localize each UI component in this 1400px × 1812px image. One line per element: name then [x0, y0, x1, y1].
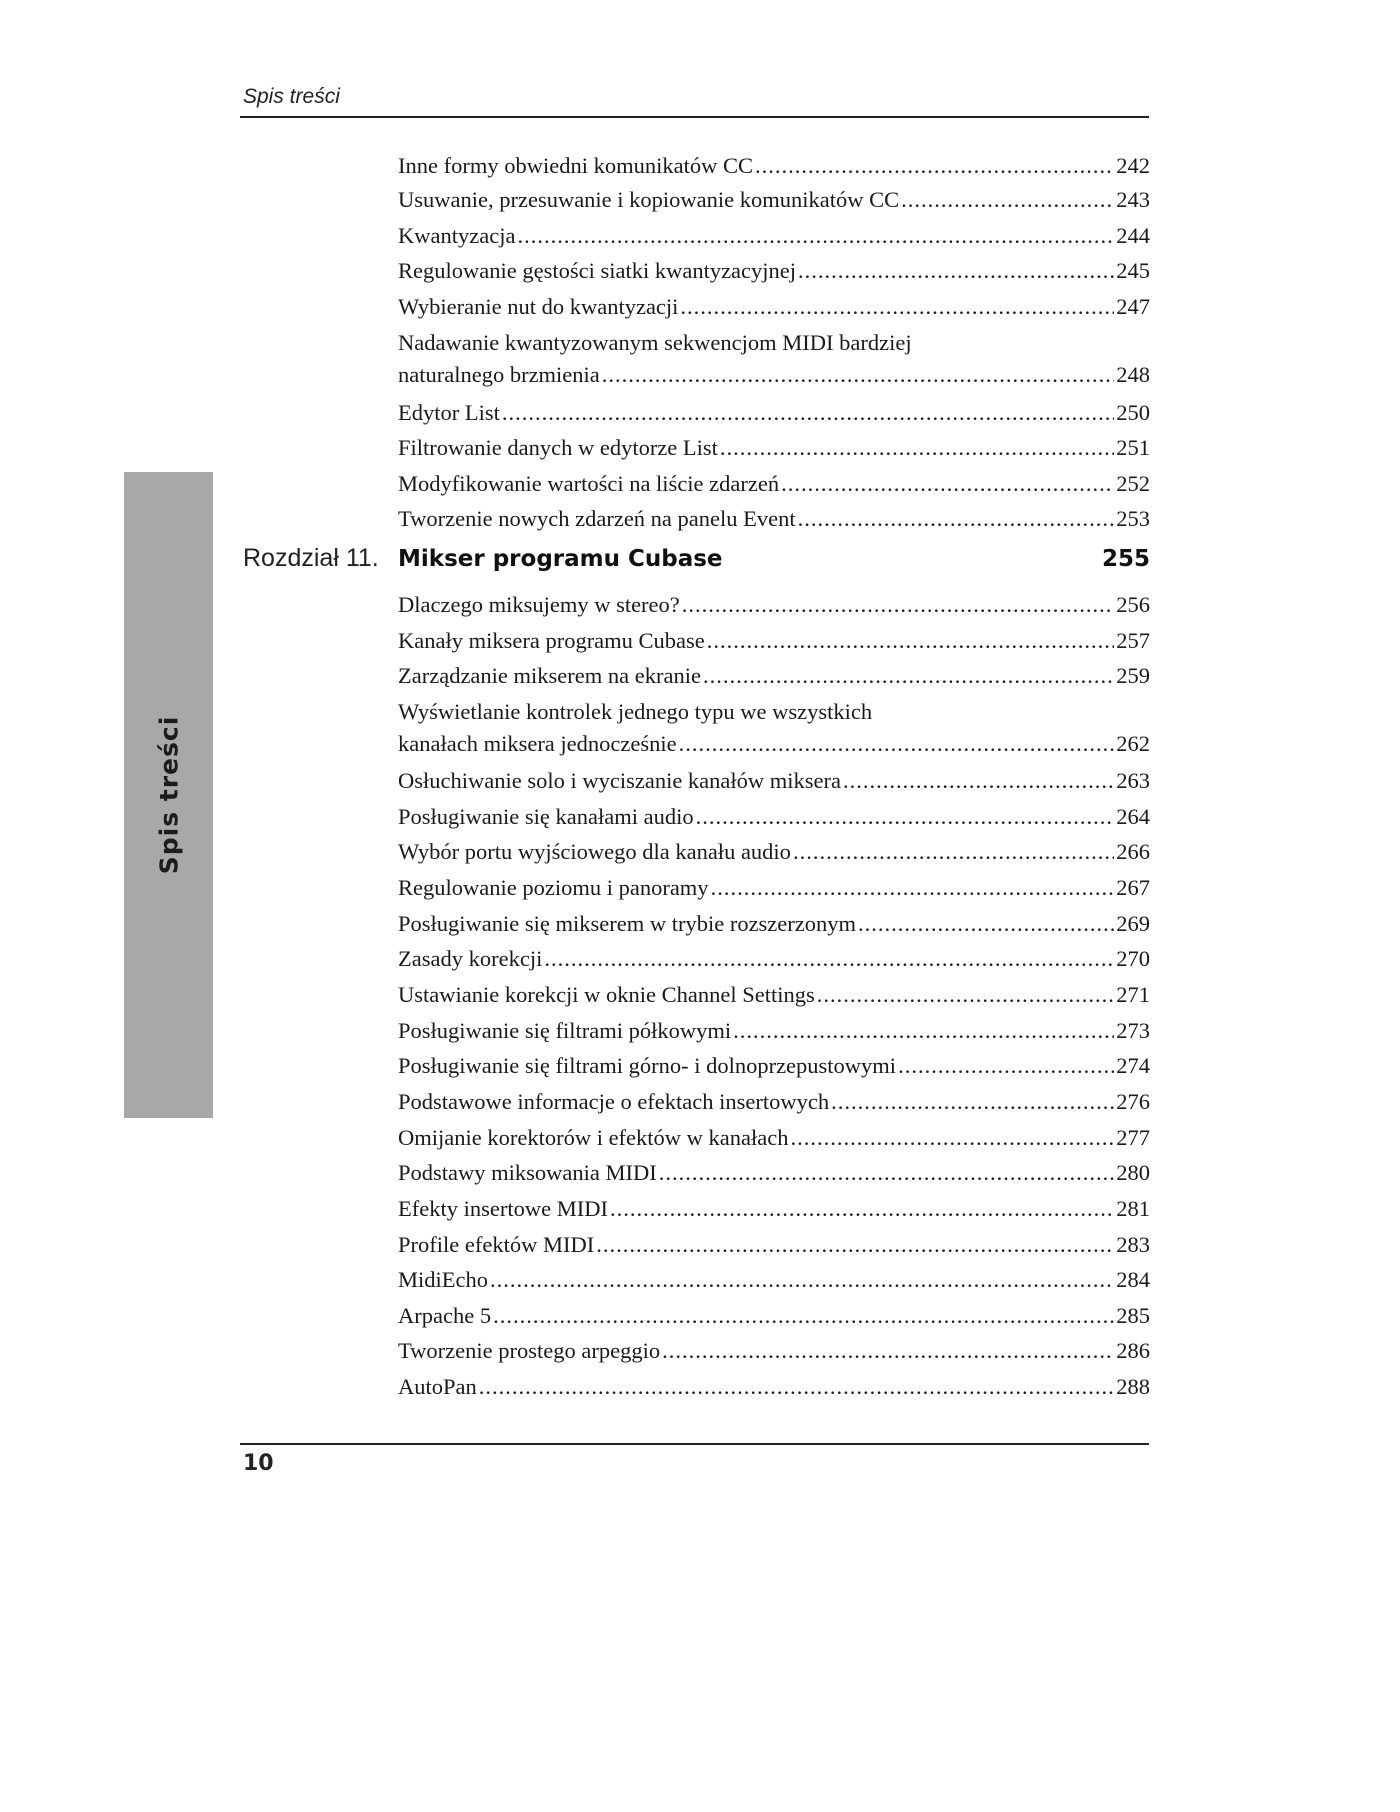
toc-entry-title: MidiEcho — [398, 1267, 488, 1292]
toc-entry[interactable] — [398, 1334, 1150, 1368]
toc-entry-page: 262 — [1116, 731, 1150, 756]
toc-entry-title: Wybieranie nut do kwantyzacji — [398, 294, 679, 319]
dot-leader — [843, 764, 1114, 798]
toc-entry-title: Omijanie korektorów i efektów w kanałach — [398, 1125, 789, 1150]
toc-entry-page: 257 — [1116, 628, 1150, 653]
toc-entry-page: 284 — [1116, 1267, 1150, 1292]
dot-leader — [798, 254, 1114, 288]
toc-entry-page: 266 — [1116, 839, 1150, 864]
toc-entry[interactable] — [398, 1121, 1150, 1155]
toc-entry-page: 248 — [1116, 362, 1150, 387]
chapter-page: 255 — [1101, 546, 1150, 572]
toc-entry[interactable] — [398, 467, 1150, 501]
toc-entry-title: Tworzenie prostego arpeggio — [398, 1338, 661, 1363]
toc-entry-title: Tworzenie nowych zdarzeń na panelu Event — [398, 506, 796, 531]
dot-leader — [544, 942, 1114, 976]
toc-entry-title: Posługiwanie się mikserem w trybie rozszerzonym — [398, 911, 857, 936]
toc-entry-title: Posługiwanie się filtrami półkowymi — [398, 1018, 732, 1043]
toc-entry-title: Podstawowe informacje o efektach insertowych — [398, 1089, 830, 1114]
toc-entry-page: 274 — [1116, 1053, 1150, 1078]
dot-leader — [711, 871, 1115, 905]
toc-entry-title: Filtrowanie danych w edytorze List — [398, 435, 718, 460]
toc-entry-title: Inne formy obwiedni komunikatów CC — [398, 153, 753, 178]
toc-entry-page: 283 — [1116, 1232, 1150, 1257]
dot-leader — [502, 396, 1114, 430]
dot-leader — [817, 978, 1114, 1012]
toc-entry-title: Ustawianie korekcji w oknie Channel Settings — [398, 982, 815, 1007]
footer-rule — [240, 1443, 1149, 1445]
dot-leader — [696, 800, 1115, 834]
toc-entry-title: Posługiwanie się kanałami audio — [398, 804, 694, 829]
dot-leader — [791, 1121, 1115, 1155]
toc-entry-page: 270 — [1116, 946, 1150, 971]
toc-entry-page: 286 — [1116, 1338, 1150, 1363]
dot-leader — [898, 1049, 1114, 1083]
toc-entry-page: 269 — [1116, 911, 1150, 936]
toc-entry-title: Podstawy miksowania MIDI — [398, 1160, 657, 1185]
dot-leader — [798, 502, 1115, 536]
toc-entry-title: Osłuchiwanie solo i wyciszanie kanałów miksera — [398, 768, 842, 793]
running-header: Spis treści — [243, 85, 340, 108]
toc-entry-page: 264 — [1116, 804, 1150, 829]
toc-entry-page: 244 — [1116, 223, 1150, 248]
dot-leader — [610, 1192, 1114, 1226]
toc-entry[interactable] — [398, 800, 1150, 834]
toc-entry[interactable] — [398, 624, 1150, 658]
toc-entry-page: 256 — [1116, 592, 1150, 617]
dot-leader — [703, 659, 1114, 693]
toc-entry-page: 242 — [1116, 153, 1150, 178]
toc-entry[interactable] — [398, 1263, 1150, 1297]
toc-entry-page: 273 — [1116, 1018, 1150, 1043]
dot-leader — [901, 183, 1114, 217]
toc-entry-page: 259 — [1116, 663, 1150, 688]
toc-entry-page: 280 — [1116, 1160, 1150, 1185]
toc-entry-title-continued: kanałach miksera jednocześnie — [398, 731, 677, 756]
toc-entry[interactable] — [398, 978, 1150, 1012]
toc-entry-page: 281 — [1116, 1196, 1150, 1221]
toc-entry-page: 277 — [1116, 1125, 1150, 1150]
toc-entry[interactable] — [398, 219, 1150, 253]
toc-entry[interactable] — [398, 1156, 1150, 1190]
dot-leader — [493, 1299, 1114, 1333]
dot-leader — [755, 149, 1114, 183]
toc-entry-title: Wyświetlanie kontrolek jednego typu we wszystkich — [398, 699, 873, 724]
toc-entry-title: Arpache 5 — [398, 1303, 492, 1328]
toc-entry-title: Nadawanie kwantyzowanym sekwencjom MIDI bardziej — [398, 330, 912, 355]
toc-entry[interactable] — [398, 1299, 1150, 1333]
toc-entry-page: 251 — [1116, 435, 1150, 460]
toc-entry-title: Regulowanie gęstości siatki kwantyzacyjnej — [398, 258, 797, 283]
toc-entry-page: 252 — [1116, 471, 1150, 496]
toc-entry-page: 253 — [1116, 506, 1150, 531]
toc-entry-title: Zarządzanie mikserem na ekranie — [398, 663, 701, 688]
toc-entry-page: 243 — [1116, 187, 1150, 212]
dot-leader — [793, 835, 1114, 869]
toc-entry[interactable] — [398, 290, 1150, 324]
toc-entry[interactable] — [398, 1049, 1150, 1083]
toc-entry-title: Modyfikowanie wartości na liście zdarzeń — [398, 471, 780, 496]
toc-entry-title: Wybór portu wyjściowego dla kanału audio — [398, 839, 791, 864]
toc-entry[interactable] — [398, 327, 1150, 393]
dot-leader — [858, 907, 1114, 941]
toc-entry-page: 263 — [1116, 768, 1150, 793]
toc-entry[interactable] — [398, 835, 1150, 869]
dot-leader — [602, 359, 1114, 391]
header-rule — [240, 116, 1149, 118]
side-tab — [124, 472, 213, 1118]
toc-entry[interactable] — [398, 907, 1150, 941]
toc-entry-page: 250 — [1116, 400, 1150, 425]
dot-leader — [659, 1156, 1115, 1190]
toc-entry[interactable] — [398, 1228, 1150, 1262]
dot-leader — [707, 624, 1114, 658]
toc-entry[interactable] — [398, 1192, 1150, 1226]
toc-entry-page: 276 — [1116, 1089, 1150, 1114]
chapter-title: Mikser programu Cubase — [398, 546, 723, 572]
toc-entry-title: Regulowanie poziomu i panoramy — [398, 875, 709, 900]
toc-entry-title: Posługiwanie się filtrami górno- i dolnoprzepustowymi — [398, 1053, 897, 1078]
toc-entry-page: 271 — [1116, 982, 1150, 1007]
dot-leader — [781, 467, 1114, 501]
dot-leader — [680, 290, 1114, 324]
dot-leader — [662, 1334, 1114, 1368]
dot-leader — [720, 431, 1114, 465]
toc-entry-page: 247 — [1116, 294, 1150, 319]
dot-leader — [733, 1014, 1114, 1048]
dot-leader — [596, 1228, 1114, 1262]
toc-entry-page: 267 — [1116, 875, 1150, 900]
toc-entry[interactable] — [398, 183, 1150, 217]
toc-entry[interactable] — [398, 871, 1150, 905]
toc-entry[interactable] — [398, 502, 1150, 536]
toc-entry[interactable] — [398, 149, 1150, 183]
toc-entry[interactable] — [398, 254, 1150, 288]
page-number: 10 — [243, 1451, 274, 1476]
toc-entry[interactable] — [398, 1014, 1150, 1048]
side-tab-label: Spis treści — [154, 715, 183, 875]
toc-entry[interactable] — [398, 1085, 1150, 1119]
toc-entry[interactable] — [398, 431, 1150, 465]
toc-entry-title: Profile efektów MIDI — [398, 1232, 595, 1257]
toc-entry[interactable] — [398, 942, 1150, 976]
toc-entry-title: Efekty insertowe MIDI — [398, 1196, 608, 1221]
toc-entry-title: Dlaczego miksujemy w stereo? — [398, 592, 680, 617]
toc-entry-title-continued: naturalnego brzmienia — [398, 362, 600, 387]
toc-entry[interactable] — [398, 396, 1150, 430]
toc-entry[interactable] — [398, 696, 1150, 762]
toc-entry-page: 285 — [1116, 1303, 1150, 1328]
chapter-heading[interactable] — [243, 544, 1150, 580]
toc-entry[interactable] — [398, 764, 1150, 798]
toc-entry-title: AutoPan — [398, 1374, 477, 1399]
toc-entry-title: Zasady korekcji — [398, 946, 543, 971]
chapter-label: Rozdział 11. — [243, 544, 379, 572]
dot-leader — [679, 728, 1115, 760]
toc-entry-title: Usuwanie, przesuwanie i kopiowanie komunikatów CC — [398, 187, 900, 212]
dot-leader — [517, 219, 1114, 253]
dot-leader — [479, 1370, 1115, 1404]
toc-entry[interactable] — [398, 1370, 1150, 1404]
dot-leader — [682, 588, 1114, 622]
toc-entry-page: 245 — [1116, 258, 1150, 283]
toc-entry[interactable] — [398, 588, 1150, 622]
toc-entry-page: 288 — [1116, 1374, 1150, 1399]
dot-leader — [831, 1085, 1114, 1119]
toc-entry[interactable] — [398, 659, 1150, 693]
toc-entry-title: Kanały miksera programu Cubase — [398, 628, 705, 653]
toc-entry-title: Edytor List — [398, 400, 500, 425]
toc-entry-title: Kwantyzacja — [398, 223, 516, 248]
dot-leader — [490, 1263, 1114, 1297]
